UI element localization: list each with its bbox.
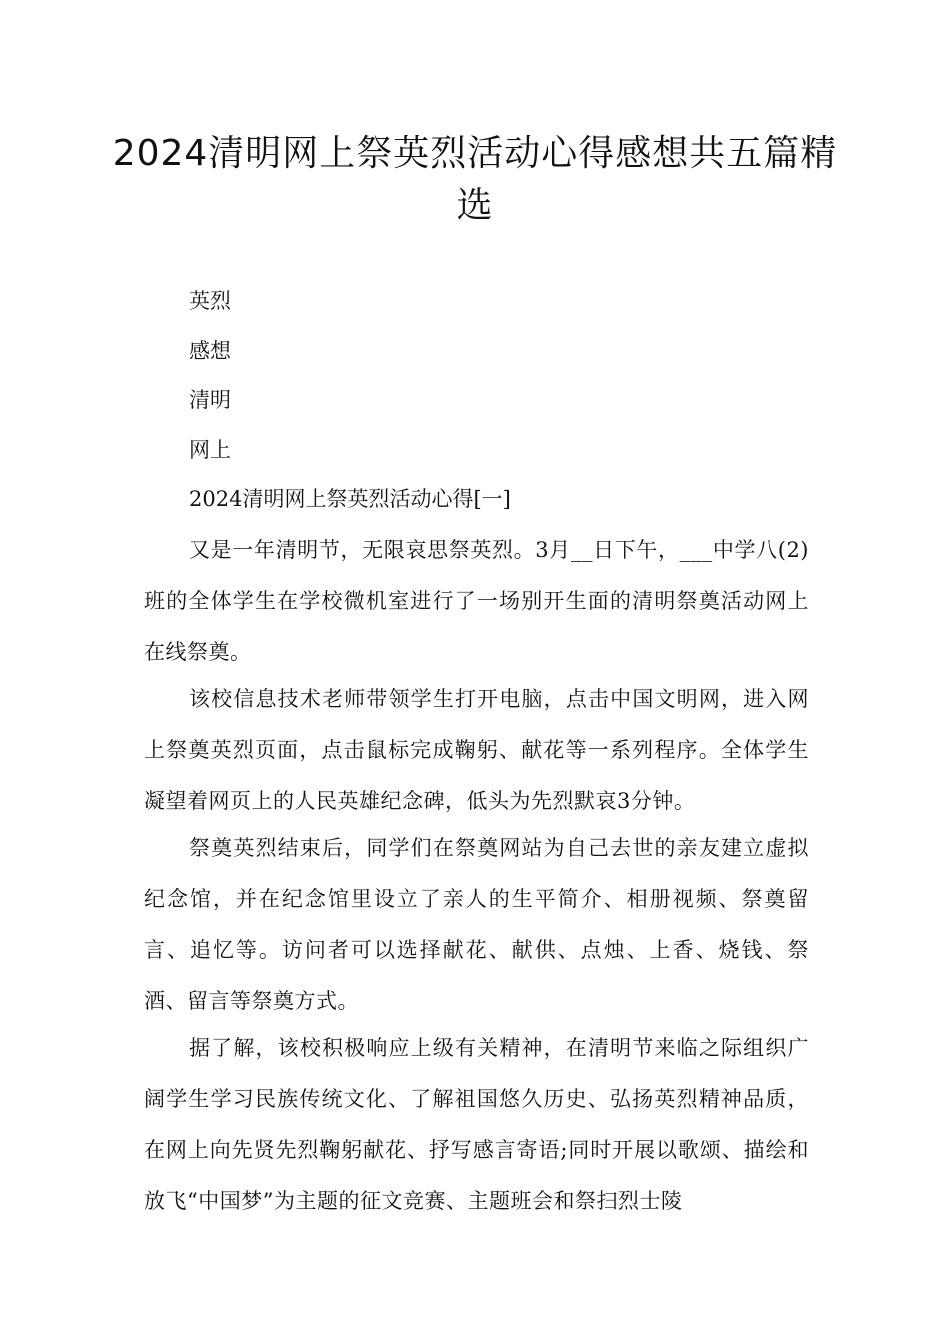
keyword-1: 英烈 xyxy=(189,289,231,313)
keyword-4: 网上 xyxy=(189,438,231,462)
paragraph-1: 又是一年清明节，无限哀思祭英烈。3月__日下午，___中学八(2)班的全体学生在学校微机室进行了一场别开生面的清明祭奠活动网上在线祭奠。 xyxy=(144,538,809,664)
document-title: 2024清明网上祭英烈活动心得感想共五篇精选 xyxy=(112,133,838,226)
keyword-2: 感想 xyxy=(189,339,231,363)
keyword-3: 清明 xyxy=(189,388,231,412)
section-heading: 2024清明网上祭英烈活动心得[一] xyxy=(189,487,511,511)
paragraph-4: 据了解，该校积极响应上级有关精神，在清明节来临之际组织广阔学生学习民族传统文化、了解祖国悠久历史、弘扬英烈精神品质，在网上向先贤先烈鞠躬献花、抒写感言寄语;同时开展以歌颂、描绘和放飞“中国梦”为主题的征文竞赛、主题班会和祭扫烈士陵 xyxy=(144,1036,809,1213)
paragraph-3: 祭奠英烈结束后，同学们在祭奠网站为自己去世的亲友建立虚拟纪念馆，并在纪念馆里设立了亲人的生平简介、相册视频、祭奠留言、追忆等。访问者可以选择献花、献供、点烛、上香、烧钱、祭酒、留言等祭奠方式。 xyxy=(144,836,809,1013)
paragraph-2: 该校信息技术老师带领学生打开电脑，点击中国文明网，进入网上祭奠英烈页面，点击鼠标完成鞠躬、献花等一系列程序。全体学生凝望着网页上的人民英雄纪念碑，低头为先烈默哀3分钟。 xyxy=(144,687,809,813)
